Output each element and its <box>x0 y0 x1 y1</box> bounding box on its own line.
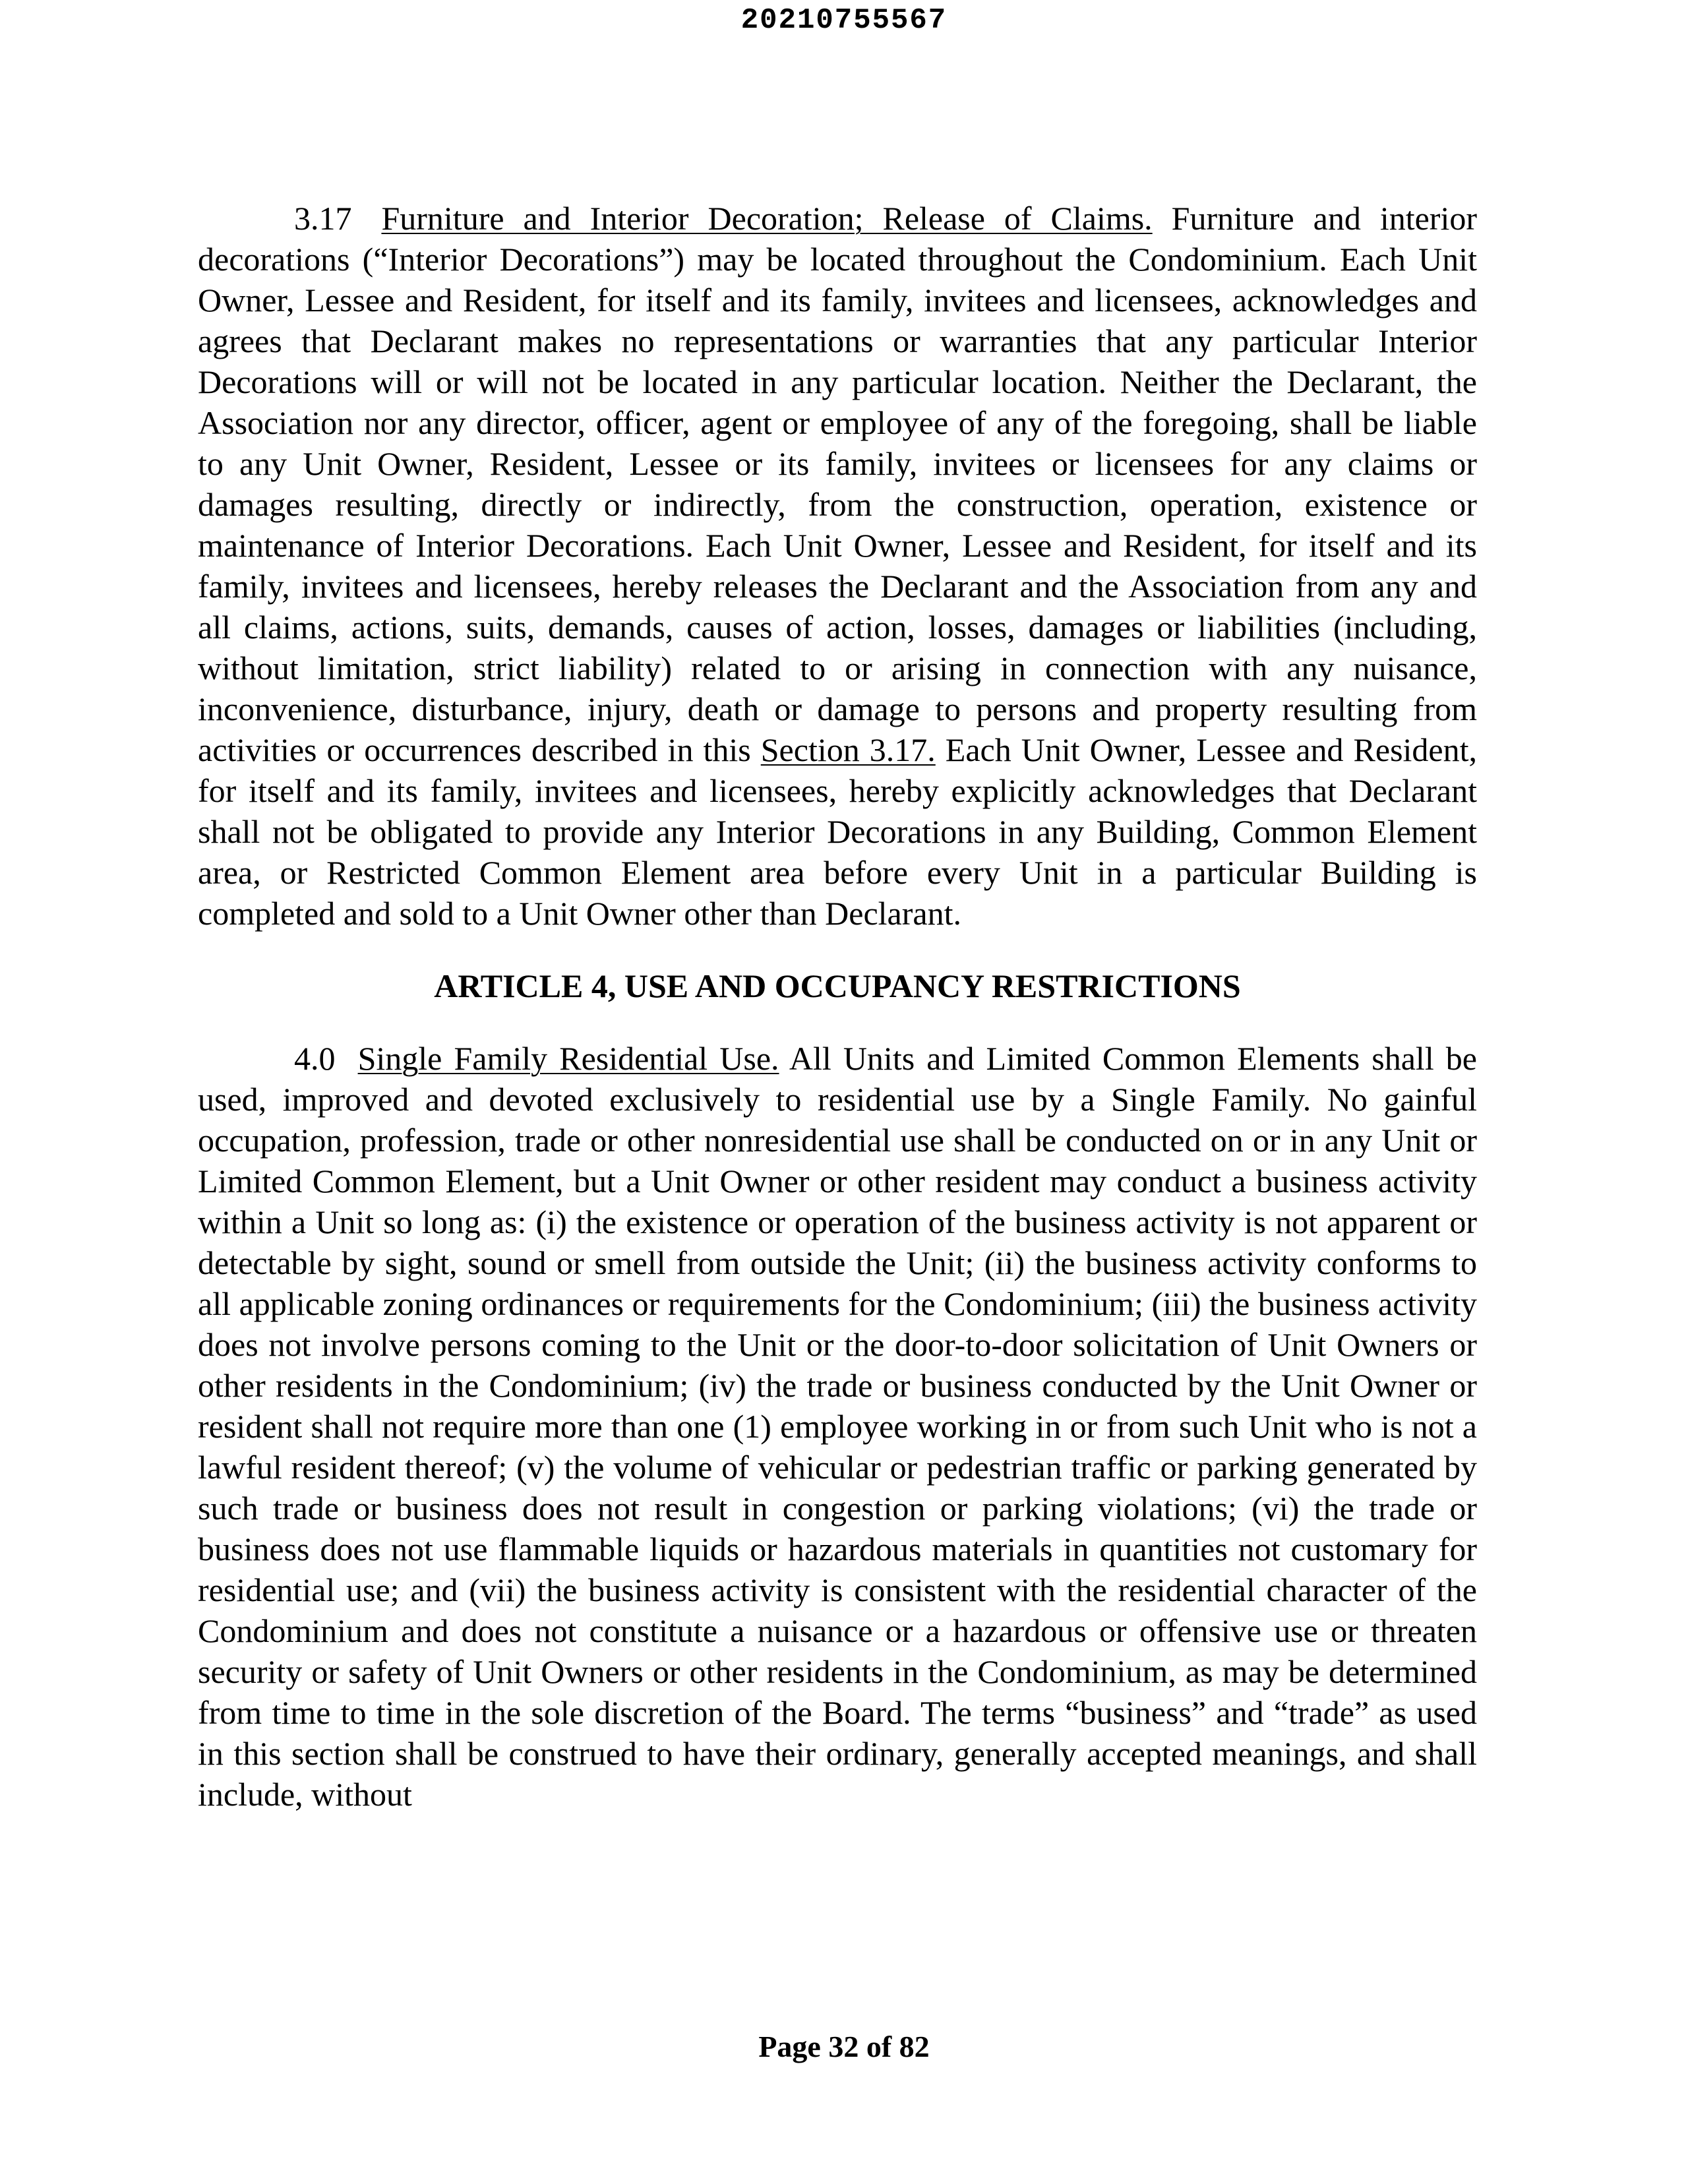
section-text: Furniture and interior decorations (“Interior Decorations”) may be located throughout the Condominium. Each Unit Owner, Lessee and Resident, for itself and its family, invitees and licensees, acknowledges and agrees that Declarant makes no representations or warranties that any particular Interior Decorations will or will not be located in any particular location. Neither the Declarant, the Association nor any director, officer, agent or employee of any of the foregoing, shall be liable to any Unit Owner, Resident, Lessee or its family, invitees or licensees for any claims or damages resulting, directly or indirectly, from the construction, operation, existence or maintenance of Interior Decorations. Each Unit Owner, Lessee and Resident, for itself and its family, invitees and licensees, hereby releases the Declarant and the Association from any and all claims, actions, suits, demands, causes of action, losses, damages or liabilities (including, without limitation, strict liability) related to or arising in connection with any nuisance, inconvenience, disturbance, injury, death or damage to persons and property resulting from activities or occurrences described in this <box>198 200 1477 768</box>
document-body <box>198 198 1477 1815</box>
section-text-continued: Each Unit Owner, Lessee and Resident, for itself and its family, invitees and licensees, hereby explicitly acknowledges that Declarant shall not be obligated to provide any Interior Decorations in any Building, Common Element area, or Restricted Common Element area before every Unit in a particular Building is completed and sold to a Unit Owner other than Declarant. <box>198 731 1478 932</box>
section-heading: Furniture and Interior Decoration; Release of Claims. <box>381 200 1153 237</box>
article-heading: ARTICLE 4, USE AND OCCUPANCY RESTRICTIONS <box>434 967 1241 1004</box>
document-number: 20210755567 <box>740 4 948 37</box>
section-3-17-paragraph <box>198 198 1477 934</box>
section-heading: Single Family Residential Use. <box>357 1040 779 1077</box>
section-text: All Units and Limited Common Elements shall be used, improved and devoted exclusively to residential use by a Single Family. No gainful occupation, profession, trade or other nonresidential use shall be conducted on or in any Unit or Limited Common Element, but a Unit Owner or other resident may conduct a business activity within a Unit so long as: (i) the existence or operation of the business activity is not apparent or detectable by sight, sound or smell from outside the Unit; (ii) the business activity conforms to all applicable zoning ordinances or requirements for the Condominium; (iii) the business activity does not involve persons coming to the Unit or the door-to-door solicitation of Unit Owners or other residents in the Condominium; (iv) the trade or business conducted by the Unit Owner or resident shall not require more than one (1) employee working in or from such Unit who is not a lawful resident thereof; (v) the volume of vehicular or pedestrian traffic or parking generated by such trade or business does not result in congestion or parking violations; (vi) the trade or business does not use flammable liquids or hazardous materials in quantities not customary for residential use; and (vii) the business activity is consistent with the residential character of the Condominium and does not constitute a nuisance or a hazardous or offensive use or threaten security or safety of Unit Owners or other residents in the Condominium, as may be determined from time to time in the sole discretion of the Board. The terms “business” and “trade” as used in this section shall be construed to have their ordinary, generally accepted meanings, and shall include, without <box>198 1040 1477 1813</box>
section-number: 3.17 <box>294 200 352 237</box>
section-number: 4.0 <box>294 1040 336 1077</box>
section-cross-reference: Section 3.17. <box>760 731 936 768</box>
section-4-0-paragraph <box>198 1038 1477 1815</box>
page-number-footer: Page 32 of 82 <box>758 2030 930 2063</box>
